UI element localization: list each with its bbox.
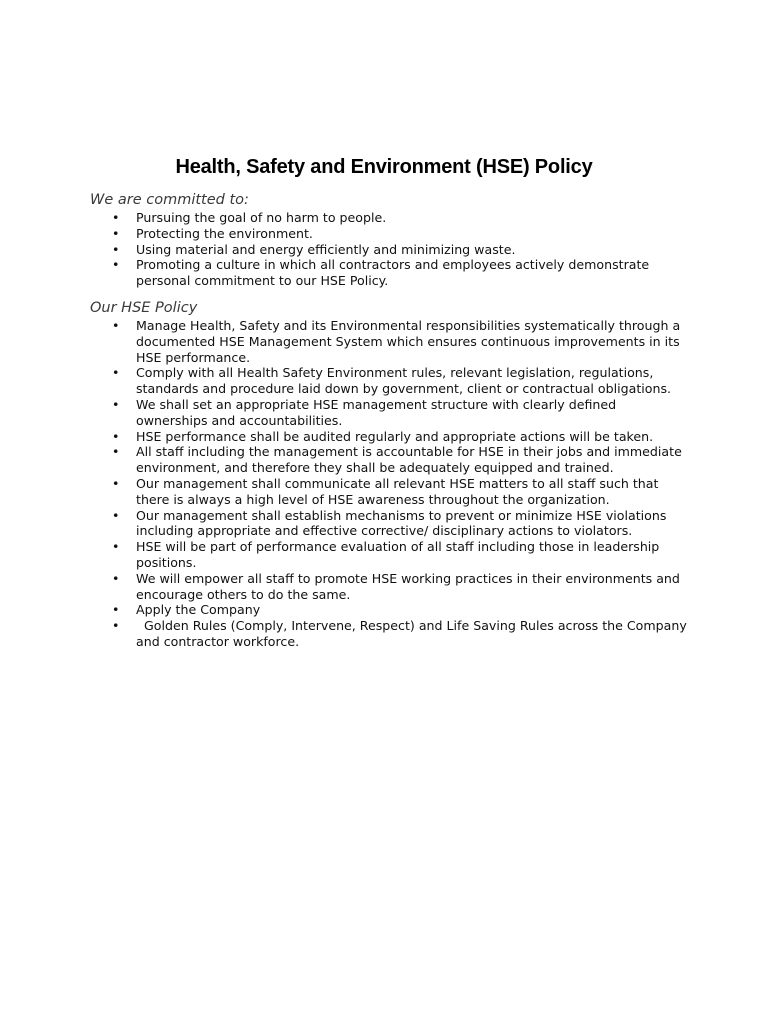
bullet-icon: •: [112, 225, 120, 241]
list-item: [90, 365, 690, 397]
list-item: [90, 257, 690, 289]
list-item-text: Our management shall establish mechanisms to prevent or minimize HSE violations including appropriate and effective corrective/ disciplinary actions to violators.: [136, 507, 667, 539]
list-item: [90, 242, 690, 258]
bullet-icon: •: [112, 428, 120, 444]
list-item: [90, 397, 690, 429]
bullet-icon: •: [112, 210, 120, 225]
bullet-icon: •: [112, 444, 120, 460]
list-item-text: Comply with all Health Safety Environment rules, relevant legislation, regulations, standards and procedure laid down by government, client or contractual obligations.: [136, 365, 672, 397]
list-item: [90, 429, 690, 445]
bullet-icon: •: [112, 539, 120, 555]
list-item-text: Golden Rules (Comply, Intervene, Respect) and Life Saving Rules across the Company and contractor workforce.: [136, 618, 691, 649]
commitments-section: [90, 190, 690, 289]
list-item: [90, 318, 690, 365]
list-item: [90, 571, 690, 603]
bullet-icon: •: [112, 396, 120, 412]
document-title: Health, Safety and Environment (HSE) Policy: [175, 156, 593, 178]
list-item-text: We will empower all staff to promote HSE working practices in their environments and encourage others to do the same.: [136, 570, 680, 602]
list-item: [90, 444, 690, 476]
policy-heading: Our HSE Policy: [90, 300, 198, 316]
bullet-icon: •: [112, 618, 120, 634]
bullet-icon: •: [112, 365, 120, 381]
list-item-text: Protecting the environment.: [136, 225, 313, 241]
list-item-text: Pursuing the goal of no harm to people.: [136, 210, 387, 225]
bullet-icon: •: [112, 257, 120, 273]
list-item-text: HSE will be part of performance evaluation of all staff including those in leadership positions.: [136, 539, 660, 570]
list-item-text: We shall set an appropriate HSE management structure with clearly defined ownerships and accountabilities.: [136, 396, 617, 428]
list-item-text: Apply the Company: [136, 602, 261, 618]
bullet-icon: •: [112, 475, 120, 491]
bullet-icon: •: [112, 570, 120, 586]
commitments-heading: We are committed to:: [90, 192, 249, 208]
list-item-text: Promoting a culture in which all contractors and employees actively demonstrate personal commitment to our HSE Policy.: [136, 257, 650, 289]
list-item: [90, 618, 690, 650]
bullet-icon: •: [112, 241, 120, 257]
list-item: [90, 226, 690, 242]
list-item: [90, 476, 690, 508]
bullet-icon: •: [112, 318, 120, 333]
list-item-text: All staff including the management is accountable for HSE in their jobs and immediate environment, and therefore they shall be adequately equipped and trained.: [136, 444, 682, 476]
list-item-text: HSE performance shall be audited regularly and appropriate actions will be taken.: [136, 428, 654, 444]
list-item-text: Our management shall communicate all relevant HSE matters to all staff such that there is always a high level of HSE awareness throughout the organization.: [136, 475, 659, 507]
bullet-icon: •: [112, 507, 120, 523]
list-item: [90, 210, 690, 226]
list-item: [90, 539, 690, 571]
list-item-text: Using material and energy efficiently and minimizing waste.: [136, 241, 516, 257]
list-item-text: Manage Health, Safety and its Environmental responsibilities systematically through a documented HSE Management System which ensures continuous improvements in its HSE performance.: [136, 318, 681, 365]
policy-list: [90, 318, 690, 650]
list-item: [90, 602, 690, 618]
list-item: [90, 508, 690, 540]
policy-section: [90, 298, 690, 650]
commitments-list: [90, 210, 690, 289]
bullet-icon: •: [112, 602, 120, 618]
